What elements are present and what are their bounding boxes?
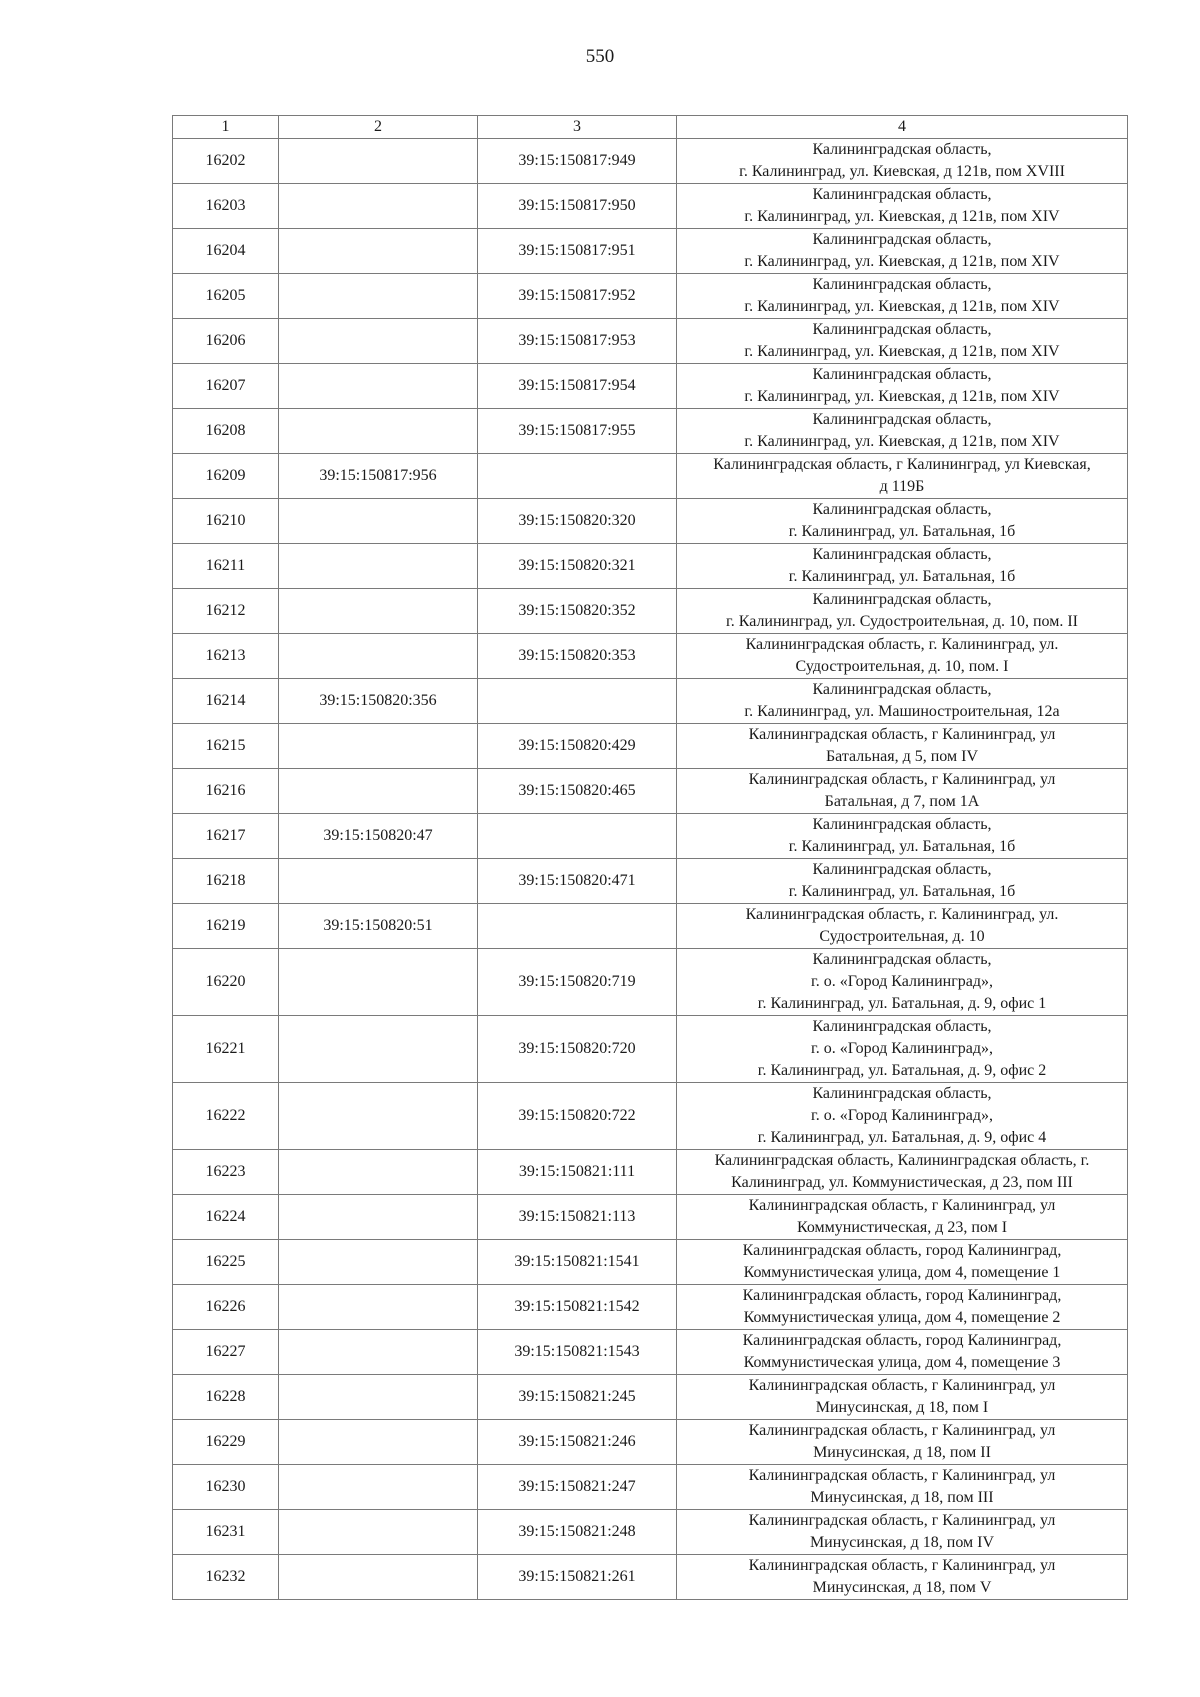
address-line: Калининградская область, г Калининград, ул [748,726,1056,743]
address-line: г. Калининград, ул. Батальная, 1б [788,838,1016,855]
address-cell [677,1330,1128,1375]
address-cell [677,229,1128,274]
row-number-cell: 16205 [173,274,279,319]
cadastral-number-cell [279,1195,478,1240]
address-cell [677,409,1128,454]
row-number-cell: 16217 [173,814,279,859]
premises-cadastral-number-cell: 39:15:150817:953 [478,319,677,364]
address-line: Калининградская область, [812,1018,992,1035]
address-cell [677,769,1128,814]
cadastral-number-cell [279,634,478,679]
address-cell [677,814,1128,859]
row-number-cell: 16221 [173,1016,279,1083]
address-line: Калининградская область, город Калининград, [742,1242,1062,1259]
table-row [173,949,1128,1016]
row-number-cell: 16208 [173,409,279,454]
address-line: Судостроительная, д. 10 [819,928,985,945]
premises-cadastral-number-cell: 39:15:150817:954 [478,364,677,409]
address-line: г. о. «Город Калининград», [810,1040,994,1057]
cadastral-number-cell [279,1420,478,1465]
address-line: Калининградская область, [812,501,992,518]
address-cell [677,1420,1128,1465]
row-number-cell: 16206 [173,319,279,364]
row-number-cell: 16215 [173,724,279,769]
address-cell [677,1555,1128,1600]
address-line: Коммунистическая улица, дом 4, помещение 2 [743,1309,1061,1326]
row-number-cell: 16229 [173,1420,279,1465]
cadastral-number-cell [279,229,478,274]
address-cell [677,184,1128,229]
cadastral-number-cell [279,1016,478,1083]
address-cell [677,319,1128,364]
address-line: Калининградская область, [812,411,992,428]
table-row [173,1555,1128,1600]
address-cell [677,1285,1128,1330]
address-line: Калининградская область, [812,816,992,833]
address-line: г. Калининград, ул. Киевская, д 121в, пом XIV [744,298,1060,315]
address-line: Калининградская область, [812,366,992,383]
address-line: г. Калининград, ул. Батальная, 1б [788,883,1016,900]
row-number-cell: 16207 [173,364,279,409]
premises-cadastral-number-cell: 39:15:150820:353 [478,634,677,679]
cadastral-number-cell [279,589,478,634]
address-line: Калининградская область, [812,231,992,248]
address-line: Коммунистическая улица, дом 4, помещение 1 [743,1264,1061,1281]
table-row [173,1240,1128,1285]
address-line: Калининградская область, [812,861,992,878]
row-number-cell: 16216 [173,769,279,814]
table-row [173,454,1128,499]
address-line: Калининградская область, г Калининград, ул [748,771,1056,788]
table-row [173,1195,1128,1240]
address-cell [677,679,1128,724]
address-line: г. Калининград, ул. Батальная, д. 9, офис 2 [757,1062,1047,1079]
cadastral-number-cell [279,1083,478,1150]
premises-cadastral-number-cell: 39:15:150821:246 [478,1420,677,1465]
address-cell [677,274,1128,319]
row-number-cell: 16232 [173,1555,279,1600]
address-line: г. Калининград, ул. Киевская, д 121в, пом XIV [744,388,1060,405]
cadastral-number-cell [279,184,478,229]
table-header-row [173,116,1128,139]
premises-cadastral-number-cell: 39:15:150820:471 [478,859,677,904]
address-line: Калининградская область, г Калининград, ул Киевская, [713,456,1091,473]
column-header-3: 3 [478,116,677,139]
table-row [173,1375,1128,1420]
address-line: Калининградская область, г Калининград, ул [748,1377,1056,1394]
table-row [173,814,1128,859]
cadastral-number-cell [279,1555,478,1600]
premises-cadastral-number-cell: 39:15:150821:1542 [478,1285,677,1330]
address-line: Калининград, ул. Коммунистическая, д 23, пом III [731,1174,1073,1191]
table-row [173,1285,1128,1330]
premises-cadastral-number-cell: 39:15:150820:320 [478,499,677,544]
address-line: Минусинская, д 18, пом V [812,1579,992,1596]
table-row [173,1330,1128,1375]
cadastral-number-cell [279,1240,478,1285]
address-cell [677,139,1128,184]
address-line: Калининградская область, город Калининград, [742,1332,1062,1349]
column-header-2: 2 [279,116,478,139]
address-line: Судостроительная, д. 10, пом. I [795,658,1009,675]
cadastral-number-cell: 39:15:150820:356 [279,679,478,724]
address-line: г. о. «Город Калининград», [810,973,994,990]
address-line: Калининградская область, г Калининград, ул [748,1467,1056,1484]
registry-table-body [173,116,1128,1600]
premises-cadastral-number-cell [478,679,677,724]
address-line: Батальная, д 5, пом IV [825,748,978,765]
premises-cadastral-number-cell: 39:15:150817:949 [478,139,677,184]
row-number-cell: 16231 [173,1510,279,1555]
cadastral-number-cell [279,364,478,409]
address-cell [677,1150,1128,1195]
premises-cadastral-number-cell: 39:15:150821:113 [478,1195,677,1240]
address-cell [677,904,1128,949]
table-row [173,634,1128,679]
cadastral-number-cell [279,1375,478,1420]
table-row [173,859,1128,904]
row-number-cell: 16226 [173,1285,279,1330]
cadastral-number-cell [279,949,478,1016]
address-line: Калининградская область, г Калининград, ул [748,1512,1056,1529]
address-cell [677,1465,1128,1510]
table-row [173,319,1128,364]
cadastral-number-cell: 39:15:150820:47 [279,814,478,859]
row-number-cell: 16213 [173,634,279,679]
cadastral-number-cell [279,409,478,454]
table-row [173,1016,1128,1083]
cadastral-number-cell: 39:15:150817:956 [279,454,478,499]
table-row [173,724,1128,769]
address-line: г. о. «Город Калининград», [810,1107,994,1124]
premises-cadastral-number-cell: 39:15:150820:429 [478,724,677,769]
table-row [173,1510,1128,1555]
address-line: Калининградская область, г. Калининград, ул. [745,636,1059,653]
page-number: 550 [585,46,615,67]
row-number-cell: 16223 [173,1150,279,1195]
address-cell [677,454,1128,499]
table-row [173,1465,1128,1510]
address-line: Калининградская область, г Калининград, ул [748,1197,1056,1214]
table-row [173,274,1128,319]
row-number-cell: 16212 [173,589,279,634]
row-number-cell: 16228 [173,1375,279,1420]
address-line: Калининградская область, г Калининград, ул [748,1557,1056,1574]
address-cell [677,724,1128,769]
address-line: Минусинская, д 18, пом I [815,1399,989,1416]
address-line: Калининградская область, [812,951,992,968]
address-line: г. Калининград, ул. Батальная, д. 9, офис 4 [757,1129,1047,1146]
address-line: Калининградская область, [812,321,992,338]
address-line: г. Калининград, ул. Киевская, д 121в, пом XIV [744,343,1060,360]
table-row [173,229,1128,274]
address-line: Минусинская, д 18, пом III [810,1489,994,1506]
address-line: Калининградская область, [812,681,992,698]
row-number-cell: 16214 [173,679,279,724]
cadastral-number-cell [279,1150,478,1195]
column-header-4: 4 [677,116,1128,139]
row-number-cell: 16210 [173,499,279,544]
premises-cadastral-number-cell [478,814,677,859]
premises-cadastral-number-cell: 39:15:150820:465 [478,769,677,814]
address-cell [677,1510,1128,1555]
table-row [173,904,1128,949]
cadastral-number-cell: 39:15:150820:51 [279,904,478,949]
premises-cadastral-number-cell: 39:15:150821:1543 [478,1330,677,1375]
address-line: Калининградская область, [812,141,992,158]
address-line: Калининградская область, город Калининград, [742,1287,1062,1304]
cadastral-number-cell [279,1330,478,1375]
premises-cadastral-number-cell: 39:15:150821:247 [478,1465,677,1510]
address-line: Калининградская область, г Калининград, ул [748,1422,1056,1439]
address-line: г. Калининград, ул. Батальная, д. 9, офис 1 [757,995,1047,1012]
row-number-cell: 16209 [173,454,279,499]
row-number-cell: 16222 [173,1083,279,1150]
address-line: Калининградская область, г. Калининград, ул. [745,906,1059,923]
address-line: Минусинская, д 18, пом II [813,1444,991,1461]
cadastral-number-cell [279,274,478,319]
address-line: Калининградская область, Калининградская область, г. [714,1152,1090,1169]
address-line: г. Калининград, ул. Киевская, д 121в, пом XIV [744,433,1060,450]
address-line: Калининградская область, [812,186,992,203]
address-line: г. Калининград, ул. Батальная, 1б [788,568,1016,585]
address-line: Калининградская область, [812,591,992,608]
row-number-cell: 16211 [173,544,279,589]
address-line: Калининградская область, [812,276,992,293]
premises-cadastral-number-cell: 39:15:150817:955 [478,409,677,454]
address-cell [677,634,1128,679]
cadastral-number-cell [279,1510,478,1555]
address-line: г. Калининград, ул. Киевская, д 121в, пом XVIII [739,163,1065,180]
address-cell [677,1016,1128,1083]
cadastral-number-cell [279,499,478,544]
table-row [173,1083,1128,1150]
cadastral-number-cell [279,319,478,364]
row-number-cell: 16202 [173,139,279,184]
address-cell [677,949,1128,1016]
address-cell [677,859,1128,904]
premises-cadastral-number-cell: 39:15:150820:352 [478,589,677,634]
table-row [173,364,1128,409]
address-cell [677,1083,1128,1150]
premises-cadastral-number-cell: 39:15:150820:720 [478,1016,677,1083]
premises-cadastral-number-cell: 39:15:150821:111 [478,1150,677,1195]
cadastral-number-cell [279,544,478,589]
premises-cadastral-number-cell: 39:15:150817:951 [478,229,677,274]
premises-cadastral-number-cell: 39:15:150820:719 [478,949,677,1016]
premises-cadastral-number-cell [478,454,677,499]
row-number-cell: 16218 [173,859,279,904]
cadastral-number-cell [279,139,478,184]
premises-cadastral-number-cell: 39:15:150821:1541 [478,1240,677,1285]
address-line: Калининградская область, [812,546,992,563]
address-line: Калининградская область, [812,1085,992,1102]
address-cell [677,1375,1128,1420]
table-row [173,1150,1128,1195]
premises-cadastral-number-cell: 39:15:150817:950 [478,184,677,229]
premises-cadastral-number-cell: 39:15:150817:952 [478,274,677,319]
table-row [173,184,1128,229]
address-line: г. Калининград, ул. Судостроительная, д. 10, пом. II [725,613,1078,630]
address-cell [677,1195,1128,1240]
table-row [173,679,1128,724]
row-number-cell: 16227 [173,1330,279,1375]
address-line: г. Калининград, ул. Киевская, д 121в, пом XIV [744,253,1060,270]
row-number-cell: 16220 [173,949,279,1016]
address-line: г. Калининград, ул. Батальная, 1б [788,523,1016,540]
address-line: д 119Б [879,478,925,495]
premises-cadastral-number-cell: 39:15:150820:321 [478,544,677,589]
table-row [173,589,1128,634]
address-cell [677,1240,1128,1285]
premises-cadastral-number-cell: 39:15:150821:261 [478,1555,677,1600]
row-number-cell: 16204 [173,229,279,274]
address-line: Коммунистическая улица, дом 4, помещение 3 [743,1354,1061,1371]
table-row [173,769,1128,814]
table-row [173,544,1128,589]
registry-table [172,115,1128,1600]
premises-cadastral-number-cell: 39:15:150821:248 [478,1510,677,1555]
row-number-cell: 16219 [173,904,279,949]
cadastral-number-cell [279,769,478,814]
address-line: г. Калининград, ул. Машиностроительная, 12а [744,703,1060,720]
row-number-cell: 16230 [173,1465,279,1510]
cadastral-number-cell [279,1465,478,1510]
row-number-cell: 16225 [173,1240,279,1285]
address-cell [677,544,1128,589]
premises-cadastral-number-cell [478,904,677,949]
address-line: Батальная, д 7, пом 1А [824,793,980,810]
cadastral-number-cell [279,1285,478,1330]
table-row [173,1420,1128,1465]
row-number-cell: 16224 [173,1195,279,1240]
address-line: Коммунистическая, д 23, пом I [796,1219,1008,1236]
cadastral-number-cell [279,859,478,904]
table-row [173,499,1128,544]
table-row [173,139,1128,184]
address-cell [677,364,1128,409]
premises-cadastral-number-cell: 39:15:150821:245 [478,1375,677,1420]
premises-cadastral-number-cell: 39:15:150820:722 [478,1083,677,1150]
address-cell [677,499,1128,544]
address-cell [677,589,1128,634]
address-line: Минусинская, д 18, пом IV [809,1534,995,1551]
cadastral-number-cell [279,724,478,769]
column-header-1: 1 [173,116,279,139]
row-number-cell: 16203 [173,184,279,229]
table-row [173,409,1128,454]
address-line: г. Калининград, ул. Киевская, д 121в, пом XIV [744,208,1060,225]
